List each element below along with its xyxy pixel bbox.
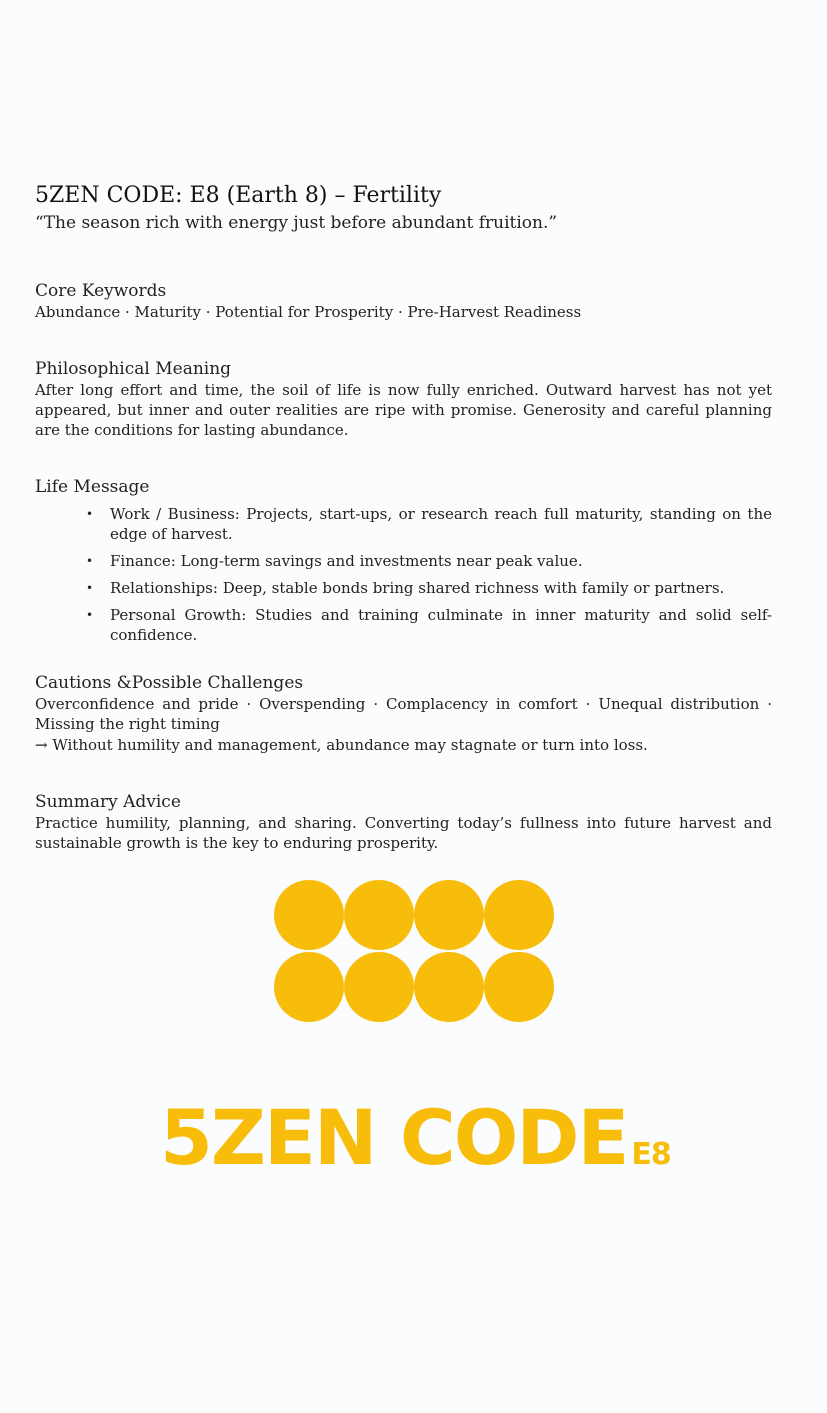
section-summary — [35, 791, 772, 853]
page-title: 5ZEN CODE: E8 (Earth 8) – Fertility — [35, 183, 442, 208]
section-keywords — [35, 280, 772, 322]
brand-name: 5ZEN CODE — [160, 1093, 628, 1182]
list-item: • Work / Business: Projects, start-ups, or research reach full maturity, standing on the edge of harvest. — [110, 504, 772, 544]
list-item: • Personal Growth: Studies and training culminate in inner maturity and solid self-confidence. — [110, 605, 772, 645]
section-title-cautions: Cautions &Possible Challenges — [35, 673, 304, 693]
logo-dot — [484, 880, 554, 950]
section-life-message — [35, 476, 772, 645]
logo-dot — [484, 952, 554, 1022]
logo-dot — [414, 880, 484, 950]
logo-dot — [274, 952, 344, 1022]
section-philosophy — [35, 358, 772, 440]
logo-dot — [274, 880, 344, 950]
philosophy-text: After long effort and time, the soil of life is now fully enriched. Outward harvest has not yet appeared, but inner and outer realities are ripe with promise. Generosity and careful planning are the conditions for lasting abundance. — [35, 381, 772, 439]
life-message-list — [35, 504, 772, 645]
section-title-keywords: Core Keywords — [35, 281, 167, 301]
logo-dot — [344, 952, 414, 1022]
list-item: • Finance: Long-term savings and investments near peak value. — [110, 551, 772, 571]
document-content — [35, 180, 772, 853]
keywords-text: Abundance · Maturity · Potential for Prosperity · Pre-Harvest Readiness — [35, 303, 582, 321]
cautions-text: Overconfidence and pride · Overspending · Complacency in comfort · Unequal distribution · Missing the right timing — [35, 695, 772, 733]
section-cautions — [35, 672, 772, 755]
logo-dot — [414, 952, 484, 1022]
summary-text: Practice humility, planning, and sharing. Converting today’s fullness into future harvest and sustainable growth is the key to enduring prosperity. — [35, 814, 772, 852]
list-item: • Relationships: Deep, stable bonds bring shared richness with family or partners. — [110, 578, 772, 598]
brand-code: E8 — [631, 1137, 671, 1172]
section-title-philosophy: Philosophical Meaning — [35, 359, 232, 379]
cautions-note: → Without humility and management, abundance may stagnate or turn into loss. — [35, 736, 648, 754]
section-title-life: Life Message — [35, 477, 150, 497]
logo-dots — [274, 880, 556, 1022]
brand-logo — [160, 1093, 671, 1183]
subtitle-quote: “The season rich with energy just before abundant fruition.” — [35, 213, 558, 233]
logo-dot — [344, 880, 414, 950]
section-title-summary: Summary Advice — [35, 792, 181, 812]
